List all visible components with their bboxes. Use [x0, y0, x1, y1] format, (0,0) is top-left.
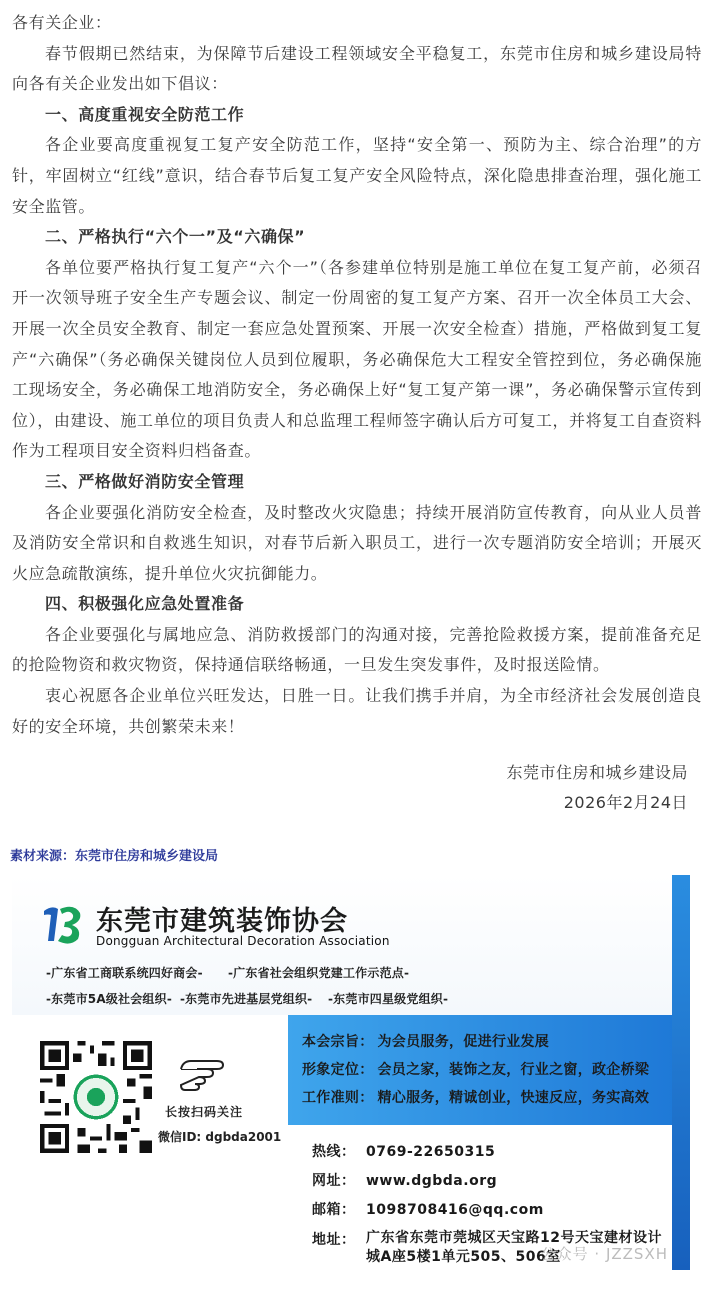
greeting: 各有关企业： — [12, 13, 112, 32]
mission-value: 精心服务，精诚创业，快速反应，务实高效 — [377, 1090, 650, 1106]
contact-email — [312, 1199, 544, 1219]
contact-address — [312, 1229, 366, 1249]
mission-value: 会员之家，装饰之友，行业之窗，政企桥梁 — [377, 1062, 650, 1078]
section-2-paragraph: 各单位要严格执行复工复产“六个一”（各参建单位特别是施工单位在复工复产前，必须召开一次领导班子安全生产专题会议、制定一份周密的复工复产方案、召开一次全体员工大会、开展一次全员安全教育、制定一套应急处置预案、开展一次安全检查）措施，严格做到复工复产“六确保”（务必确保关键岗位人员到位履职，务必确保危大工程安全管控到位，务必确保施工现场安全，务必确保工地消防安全，务必确保上好“复工复产第一课”，务必确保警示宣传到位），由建设、施工单位的项目负责人和总监理工程师签字确认后方可复工，并将复工自查资料作为工程项目安全资料归档备查。 — [12, 257, 702, 461]
badge-1: -广东省工商联系统四好商会- — [46, 966, 203, 980]
badge-5: -东莞市四星级党组织- — [328, 992, 449, 1006]
section-4-paragraph: 各企业要强化与属地应急、消防救援部门的沟通对接，完善抢险救援方案，提前准备充足的抢险物资和救灾物资，保持通信联络畅通，一旦发生突发事件，及时报送险情。 — [12, 624, 702, 675]
contact-label: 邮箱： — [312, 1202, 356, 1218]
mission-label: 形象定位： — [302, 1062, 374, 1078]
wechat-id: 微信ID: dgbda2001 — [158, 1130, 282, 1144]
badge-2: -广东省社会组织党建工作示范点- — [228, 966, 410, 980]
section-3-heading: 三、严格做好消防安全管理 — [45, 471, 245, 491]
contact-label: 地址： — [312, 1232, 356, 1248]
badge-3: -东莞市5A级社会组织- — [46, 992, 172, 1006]
contact-website — [312, 1170, 497, 1190]
association-name-en: Dongguan Architectural Decoration Association — [96, 934, 390, 948]
closing-paragraph: 衷心祝愿各企业单位兴旺发达，日胜一日。让我们携手并肩，为全市经济社会发展创造良好的安全环境，共创繁荣未来！ — [12, 686, 702, 736]
hotline-value[interactable]: 0769-22650315 — [366, 1144, 496, 1160]
qr-code-icon[interactable] — [36, 1037, 156, 1157]
association-logo-icon — [40, 901, 86, 947]
watermark: 公众号 · JZZSXH — [540, 1245, 668, 1263]
section-1-paragraph: 各企业要高度重视复工复产安全防范工作，坚持“安全第一、预防为主、综合治理”的方针，牢固树立“红线”意识，结合春节后复工复产安全风险特点，深化隐患排查治理，强化施工安全监管。 — [12, 135, 702, 216]
scan-hint: 长按扫码关注 — [165, 1105, 244, 1119]
email-link[interactable]: 1098708416@qq.com — [366, 1202, 544, 1218]
mission-label: 本会宗旨： — [302, 1034, 374, 1050]
section-2-heading: 二、严格执行“六个一”及“六确保” — [45, 227, 306, 247]
contact-label: 网址： — [312, 1173, 356, 1189]
signature: 东莞市住房和城乡建设局 — [506, 763, 688, 782]
section-1-heading: 一、高度重视安全防范工作 — [45, 104, 245, 124]
poster-right-band — [672, 875, 690, 1270]
association-poster — [12, 875, 690, 1288]
website-link[interactable]: www.dgbda.org — [366, 1173, 498, 1189]
mission-row-1 — [302, 1031, 549, 1051]
date: 2026年2月24日 — [563, 793, 688, 812]
intro-paragraph: 春节假期已然结束，为保障节后建设工程领域安全平稳复工，东莞市住房和城乡建设局特向各有关企业发出如下倡议： — [12, 43, 702, 94]
contact-hotline — [312, 1141, 495, 1161]
mission-row-2 — [302, 1059, 649, 1079]
mission-label: 工作准则： — [302, 1090, 374, 1106]
mission-value: 为会员服务，促进行业发展 — [377, 1034, 550, 1050]
source-line: 素材来源：东莞市住房和城乡建设局 — [10, 849, 219, 864]
section-4-heading: 四、积极强化应急处置准备 — [45, 594, 245, 614]
badge-4: -东莞市先进基层党组织- — [180, 992, 313, 1006]
contact-label: 热线： — [312, 1144, 356, 1160]
association-name-cn: 东莞市建筑装饰协会 — [96, 906, 348, 937]
section-3-paragraph: 各企业要强化消防安全检查，及时整改火灾隐患；持续开展消防宣传教育，向从业人员普及消防安全常识和自救逃生知识，对春节后新入职员工，进行一次专题消防安全培训；开展灭火应急疏散演练，提升单位火灾抗御能力。 — [12, 502, 702, 583]
address-value: 广东省东莞市莞城区天宝路12号天宝建材设计城A座5楼1单元505、506室 — [366, 1230, 662, 1265]
article-body — [12, 8, 702, 742]
pointing-hand-icon — [177, 1051, 233, 1095]
mission-row-3 — [302, 1087, 649, 1107]
